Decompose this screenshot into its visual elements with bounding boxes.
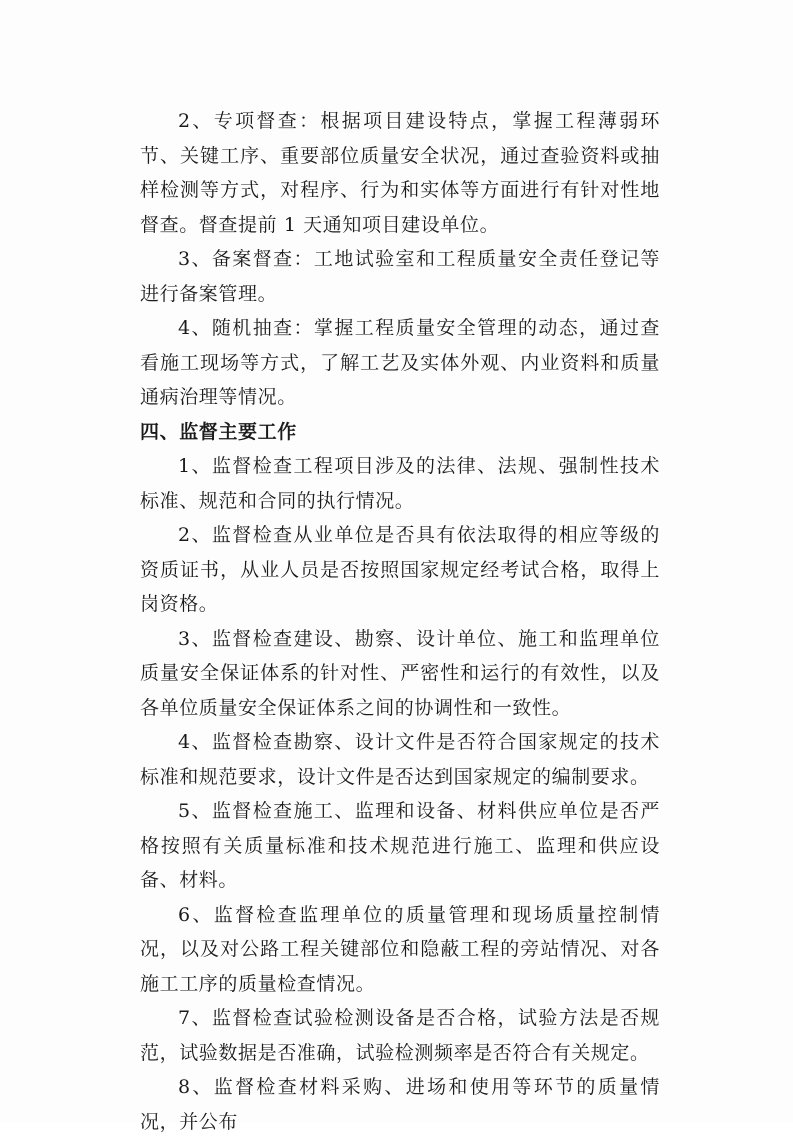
para-random-inspection: 4、随机抽查：掌握工程质量安全管理的动态，通过查看施工现场等方式，了解工艺及实体外观、内业资料和质量通病治理等情况。 xyxy=(140,317,660,408)
para-work-item-7: 7、监督检查试验检测设备是否合格，试验方法是否规范，试验数据是否准确，试验检测频率是否符合有关规定。 xyxy=(140,1007,660,1064)
para-work-item-5: 5、监督检查施工、监理和设备、材料供应单位是否严格按照有关质量标准和技术规范进行施工、监理和供应设备、材料。 xyxy=(140,800,660,891)
para-special-inspection: 2、专项督查：根据项目建设特点，掌握工程薄弱环节、关键工序、重要部位质量安全状况，通过查验资料或抽样检测等方式，对程序、行为和实体等方面进行有针对性地督查。督查提前 1 天通知项目建设单位。 xyxy=(140,110,660,236)
para-work-item-3: 3、监督检查建设、勘察、设计单位、施工和监理单位质量安全保证体系的针对性、严密性和运行的有效性，以及各单位质量安全保证体系之间的协调性和一致性。 xyxy=(140,627,660,719)
para-work-item-1: 1、监督检查工程项目涉及的法律、法规、强制性技术标准、规范和合同的执行情况。 xyxy=(140,455,660,512)
para-work-item-2: 2、监督检查从业单位是否具有依法取得的相应等级的资质证书，从业人员是否按照国家规定经考试合格，取得上岗资格。 xyxy=(140,524,660,615)
para-work-item-8: 8、监督检查材料采购、进场和使用等环节的质量情况，并公布 xyxy=(140,1076,660,1133)
para-filing-inspection: 3、备案督查：工地试验室和工程质量安全责任登记等进行备案管理。 xyxy=(140,248,660,305)
para-work-item-4: 4、监督检查勘察、设计文件是否符合国家规定的技术标准和规范要求，设计文件是否达到国家规定的编制要求。 xyxy=(140,731,660,788)
para-work-item-6: 6、监督检查监理单位的质量管理和现场质量控制情况，以及对公路工程关键部位和隐蔽工程的旁站情况、对各施工工序的质量检查情况。 xyxy=(140,903,660,995)
document-body xyxy=(140,104,660,1139)
section-heading-main-work: 四、监督主要工作 xyxy=(140,420,297,443)
